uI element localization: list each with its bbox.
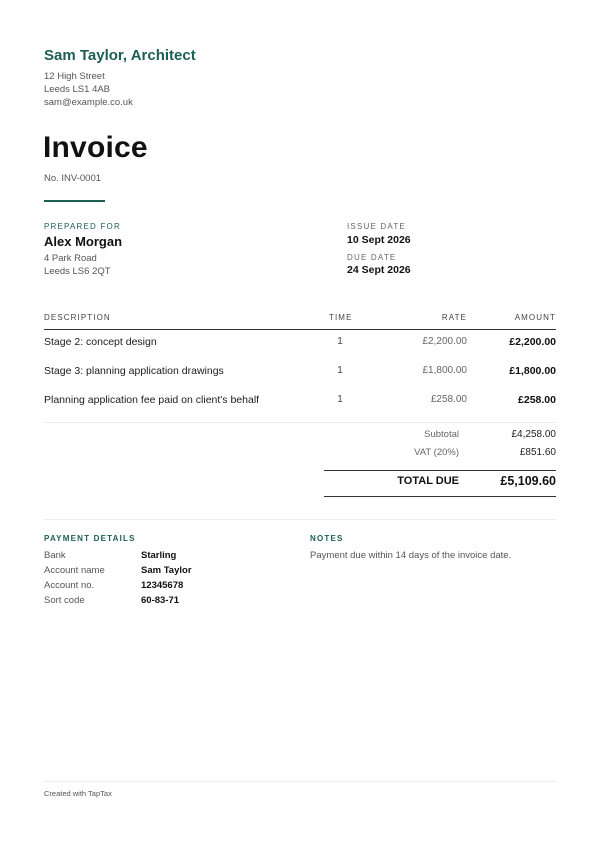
prepared-for-label: PREPARED FOR (44, 222, 121, 231)
row-rate: £2,200.00 (422, 336, 467, 347)
items-divider (44, 422, 556, 423)
row-rate: £258.00 (430, 394, 467, 405)
vat-value: £851.60 (519, 447, 556, 458)
notes-text: Payment due within 14 days of the invoice date. (310, 550, 512, 561)
payment-detail-value: 12345678 (141, 580, 184, 591)
payment-detail-key: Account name (44, 565, 105, 576)
footer-divider (44, 781, 556, 782)
total-due-value: £5,109.60 (500, 474, 556, 488)
payment-detail-row (44, 595, 294, 608)
subtotal-label: Subtotal (424, 429, 459, 440)
row-description: Planning application fee paid on client's behalf (44, 394, 260, 406)
row-time: 1 (337, 336, 343, 347)
client-address-line2: Leeds LS6 2QT (44, 265, 111, 277)
payment-detail-row (44, 580, 294, 593)
column-header-time: TIME (329, 313, 353, 322)
row-time: 1 (337, 394, 343, 405)
sender-address-line2: Leeds LS1 4AB (44, 84, 111, 95)
client-address (44, 253, 111, 278)
row-rate: £1,800.00 (422, 365, 467, 376)
client-address-line1: 4 Park Road (44, 253, 97, 264)
column-header-amount: AMOUNT (514, 313, 556, 322)
column-header-description: DESCRIPTION (44, 313, 111, 322)
table-header-divider (44, 329, 556, 330)
issue-date-value: 10 Sept 2026 (347, 234, 411, 246)
payment-detail-row (44, 565, 294, 578)
row-amount: £1,800.00 (509, 365, 556, 377)
payment-detail-value: Starling (141, 550, 177, 561)
payment-details-label: PAYMENT DETAILS (44, 534, 136, 543)
table-row (0, 394, 600, 408)
vat-label: VAT (20%) (414, 447, 459, 458)
accent-divider (44, 200, 105, 202)
total-top-divider (324, 470, 556, 471)
client-name: Alex Morgan (44, 234, 123, 249)
sender-name: Sam Taylor, Architect (44, 47, 196, 64)
sender-address-line1: 12 High Street (44, 71, 105, 82)
payment-detail-value: 60-83-71 (141, 595, 180, 606)
notes-label: NOTES (310, 534, 344, 543)
total-bottom-divider (324, 496, 556, 497)
payment-detail-key: Sort code (44, 595, 85, 606)
payment-detail-key: Account no. (44, 580, 95, 591)
sender-email: sam@example.co.uk (44, 97, 133, 108)
payment-detail-value: Sam Taylor (141, 565, 192, 576)
due-date-value: 24 Sept 2026 (347, 264, 411, 276)
row-amount: £2,200.00 (509, 336, 556, 348)
sender-address (44, 70, 133, 109)
payment-detail-row (44, 550, 294, 563)
total-due-label: TOTAL DUE (397, 475, 459, 487)
row-description: Stage 2: concept design (44, 336, 157, 348)
footer-credit: Created with TapTax (44, 789, 112, 798)
issue-date-label: ISSUE DATE (347, 222, 406, 231)
document-title: Invoice (43, 131, 148, 164)
invoice-number: No. INV-0001 (44, 173, 102, 184)
row-amount: £258.00 (518, 394, 556, 406)
payment-detail-key: Bank (44, 550, 66, 561)
section-divider (44, 519, 556, 520)
table-row (0, 336, 600, 350)
due-date-label: DUE DATE (347, 253, 397, 262)
column-header-rate: RATE (441, 313, 467, 322)
row-description: Stage 3: planning application drawings (44, 365, 224, 377)
table-row (0, 365, 600, 379)
row-time: 1 (337, 365, 343, 376)
subtotal-value: £4,258.00 (511, 429, 556, 440)
